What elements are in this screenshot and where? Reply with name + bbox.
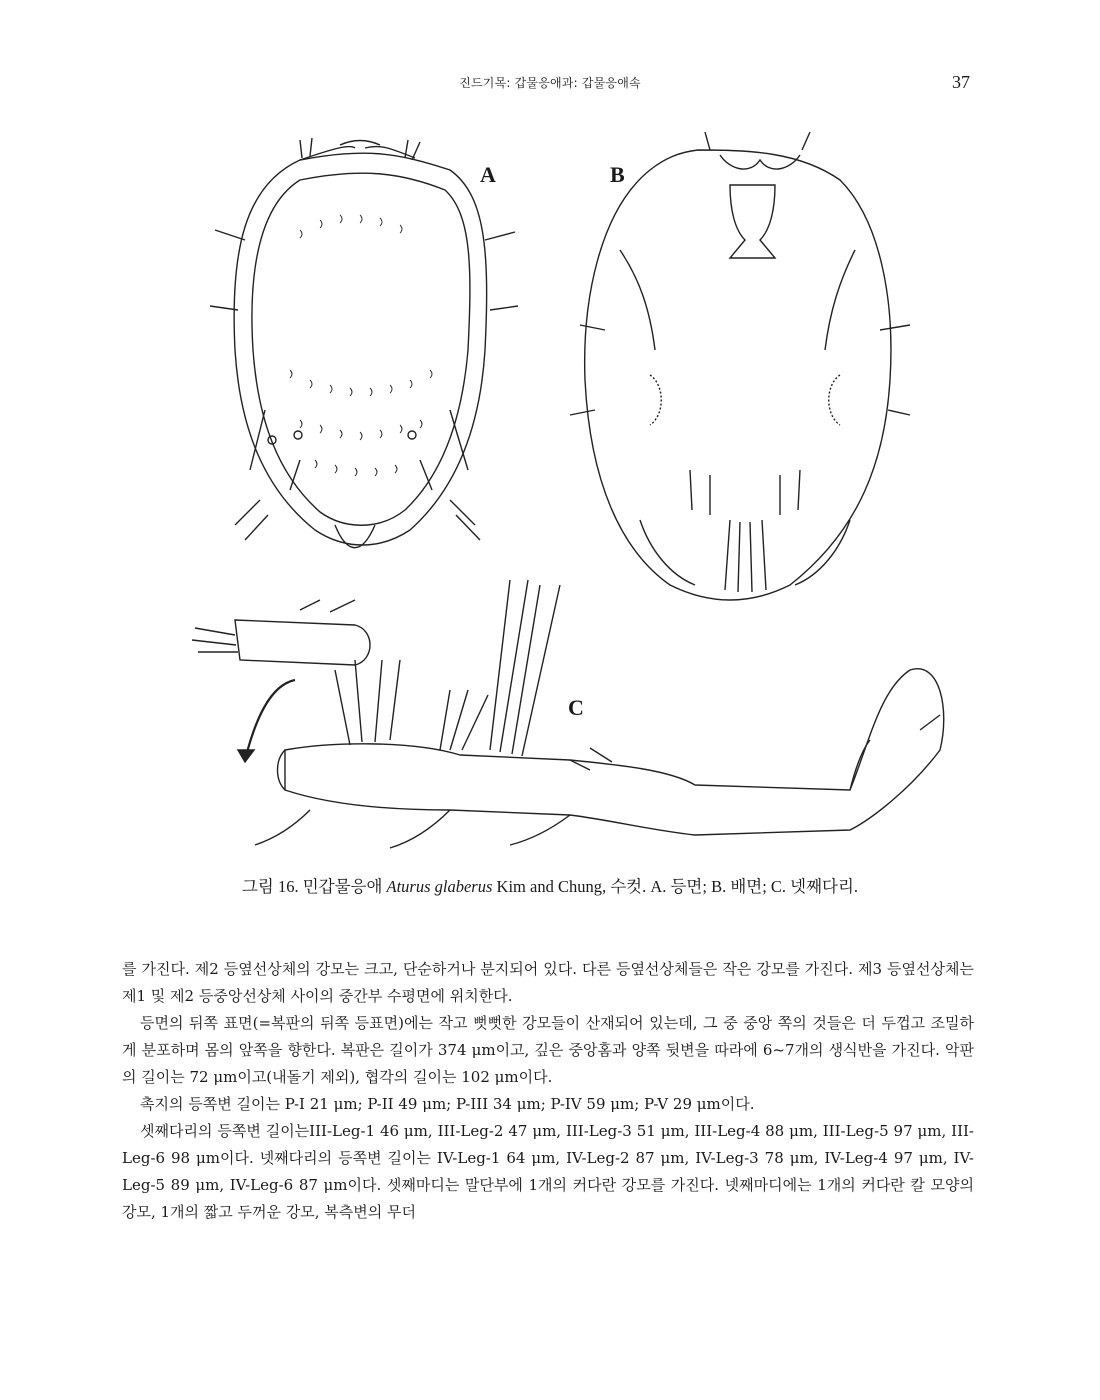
dorsal-view-drawing (210, 138, 518, 548)
paragraph-2: 등면의 뒤쪽 표면(=복판의 뒤쪽 등표면)에는 작고 뻣뻣한 강모들이 산재되어 있는데, 그 중 중앙 쪽의 것들은 더 두껍고 조밀하게 분포하며 몸의 앞쪽을 향한다. 복판은 길이가 374 μm이고, 깊은 중앙홈과 양쪽 뒷변을 따라에 6~7개의 생식반을 가진다. 악판의 길이는 72 μm이고(내돌기 제외), 협각의 길이는 102 μm이다. (122, 1014, 974, 1086)
page-number: 37 (952, 72, 970, 92)
caption-species: Aturus glaberus (386, 877, 493, 896)
paragraph-1: 를 가진다. 제2 등옆선상체의 강모는 크고, 단순하거나 분지되어 있다. 다른 등옆선상체들은 작은 강모를 가진다. 제3 등옆선상체는 제1 및 제2 등중앙선상체 사이의 중간부 수평면에 위치한다. (122, 960, 974, 1005)
panel-label-c: C (568, 695, 584, 720)
figure-16 (150, 130, 950, 850)
panel-label-a: A (480, 162, 496, 187)
paragraph-3: 촉지의 등쪽변 길이는 P-I 21 μm; P-II 49 μm; P-III 34 μm; P-IV 59 μm; P-V 29 μm이다. (140, 1095, 755, 1113)
figure-caption (0, 873, 1100, 897)
caption-suffix: Kim and Chung, 수컷. A. 등면; B. 배면; C. 넷째다리. (492, 877, 859, 896)
paragraph-4: 셋째다리의 등쪽변 길이는III-Leg-1 46 μm, III-Leg-2 47 μm, III-Leg-3 51 μm, III-Leg-4 88 μm, III-Leg-5 97 μm, III-Leg-6 98 μm이다. 넷째다리의 등쪽변 길이는 IV-Leg-1 64 μm, IV-Leg-2 87 μm, IV-Leg-3 78 μm, IV-Leg-4 97 μm, IV-Leg-5 89 μm, IV-Leg-6 87 μm이다. 셋째마디는 말단부에 1개의 커다란 강모를 가진다. 넷째마디에는 1개의 커다란 칼 모양의 강모, 1개의 짧고 두꺼운 강모, 복측변의 무더 (122, 1122, 974, 1221)
ventral-view-drawing (570, 132, 910, 600)
panel-label-b: B (610, 162, 625, 187)
running-title: 진드기목: 갑물응애과: 갑물응애속 (459, 76, 641, 90)
body-text (122, 956, 974, 1226)
caption-prefix: 그림 16. 민갑물응애 (241, 877, 387, 896)
mite-illustration (150, 130, 950, 850)
